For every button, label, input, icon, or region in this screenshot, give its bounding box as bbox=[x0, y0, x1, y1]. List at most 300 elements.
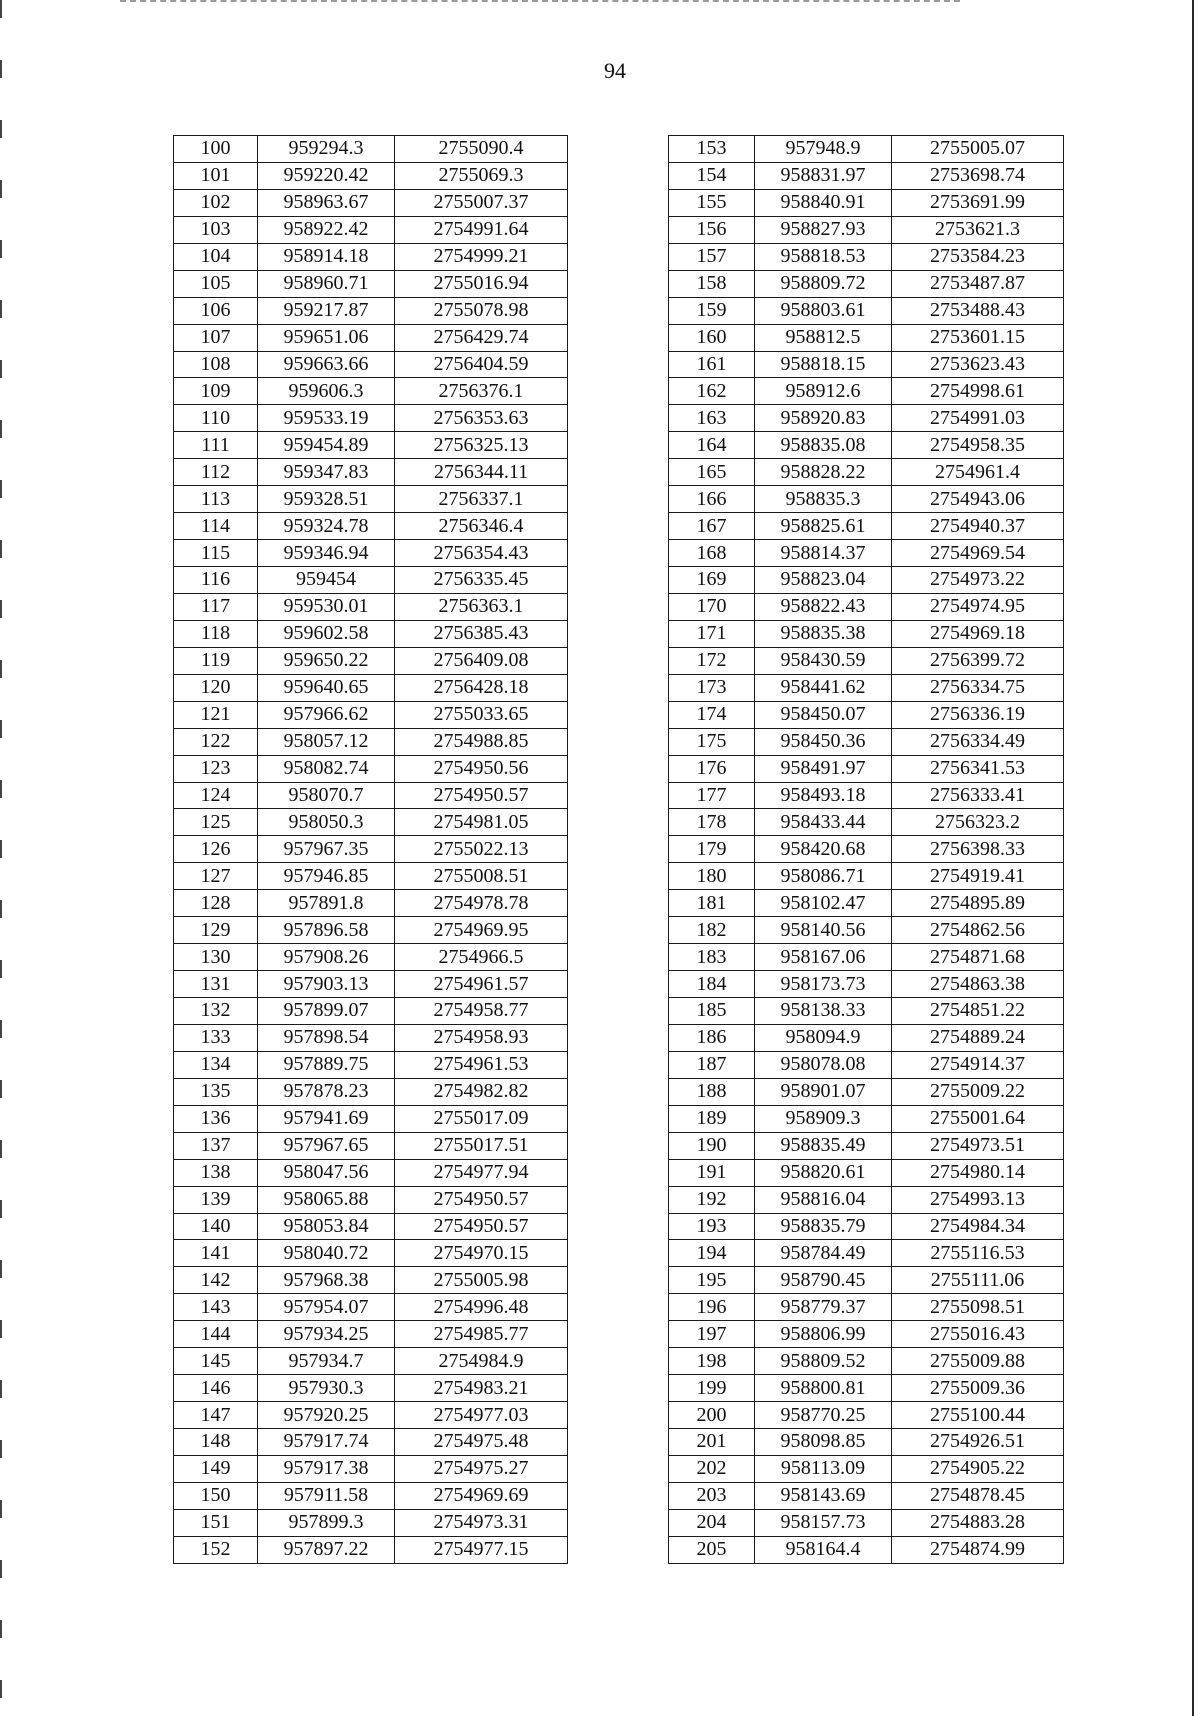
x-coordinate-cell: 957911.58 bbox=[258, 1482, 395, 1509]
point-number-cell: 195 bbox=[669, 1267, 755, 1294]
table-row bbox=[174, 809, 568, 836]
table-row bbox=[669, 513, 1064, 540]
table-row bbox=[174, 1536, 568, 1563]
point-number-cell: 103 bbox=[174, 216, 258, 243]
table-row bbox=[669, 486, 1064, 513]
y-coordinate-cell: 2755022.13 bbox=[395, 836, 568, 863]
x-coordinate-cell: 958450.07 bbox=[755, 701, 892, 728]
x-coordinate-cell: 958140.56 bbox=[755, 917, 892, 944]
y-coordinate-cell: 2756363.1 bbox=[395, 593, 568, 620]
x-coordinate-cell: 958963.67 bbox=[258, 189, 395, 216]
table-row bbox=[174, 593, 568, 620]
table-row bbox=[669, 1455, 1064, 1482]
point-number-cell: 151 bbox=[174, 1509, 258, 1536]
table-row bbox=[669, 189, 1064, 216]
table-row bbox=[174, 863, 568, 890]
point-number-cell: 182 bbox=[669, 917, 755, 944]
point-number-cell: 102 bbox=[174, 189, 258, 216]
x-coordinate-cell: 958960.71 bbox=[258, 270, 395, 297]
table-row bbox=[174, 1213, 568, 1240]
point-number-cell: 203 bbox=[669, 1482, 755, 1509]
y-coordinate-cell: 2756429.74 bbox=[395, 324, 568, 351]
point-number-cell: 199 bbox=[669, 1375, 755, 1402]
y-coordinate-cell: 2756333.41 bbox=[892, 782, 1064, 809]
y-coordinate-cell: 2754926.51 bbox=[892, 1429, 1064, 1456]
x-coordinate-cell: 957896.58 bbox=[258, 917, 395, 944]
point-number-cell: 173 bbox=[669, 674, 755, 701]
point-number-cell: 116 bbox=[174, 567, 258, 594]
y-coordinate-cell: 2755090.4 bbox=[395, 136, 568, 163]
y-coordinate-cell: 2754978.78 bbox=[395, 890, 568, 917]
point-number-cell: 131 bbox=[174, 971, 258, 998]
y-coordinate-cell: 2754983.21 bbox=[395, 1375, 568, 1402]
table-row bbox=[174, 459, 568, 486]
x-coordinate-cell: 958835.38 bbox=[755, 620, 892, 647]
x-coordinate-cell: 958491.97 bbox=[755, 755, 892, 782]
y-coordinate-cell: 2755009.36 bbox=[892, 1375, 1064, 1402]
x-coordinate-cell: 958814.37 bbox=[755, 540, 892, 567]
point-number-cell: 161 bbox=[669, 351, 755, 378]
x-coordinate-cell: 957899.3 bbox=[258, 1509, 395, 1536]
table-row bbox=[669, 216, 1064, 243]
table-row bbox=[669, 243, 1064, 270]
x-coordinate-cell: 958173.73 bbox=[755, 971, 892, 998]
point-number-cell: 110 bbox=[174, 405, 258, 432]
point-number-cell: 148 bbox=[174, 1429, 258, 1456]
point-number-cell: 202 bbox=[669, 1455, 755, 1482]
table-row bbox=[669, 1213, 1064, 1240]
table-row bbox=[174, 136, 568, 163]
point-number-cell: 153 bbox=[669, 136, 755, 163]
y-coordinate-cell: 2756346.4 bbox=[395, 513, 568, 540]
point-number-cell: 177 bbox=[669, 782, 755, 809]
table-row bbox=[669, 1186, 1064, 1213]
table-row bbox=[174, 701, 568, 728]
table-row bbox=[174, 405, 568, 432]
y-coordinate-cell: 2756344.11 bbox=[395, 459, 568, 486]
x-coordinate-cell: 958065.88 bbox=[258, 1186, 395, 1213]
x-coordinate-cell: 958800.81 bbox=[755, 1375, 892, 1402]
point-number-cell: 172 bbox=[669, 647, 755, 674]
table-row bbox=[669, 1402, 1064, 1429]
x-coordinate-cell: 959346.94 bbox=[258, 540, 395, 567]
point-number-cell: 154 bbox=[669, 162, 755, 189]
x-coordinate-cell: 959651.06 bbox=[258, 324, 395, 351]
x-coordinate-cell: 957967.65 bbox=[258, 1132, 395, 1159]
point-number-cell: 165 bbox=[669, 459, 755, 486]
x-coordinate-cell: 959454.89 bbox=[258, 432, 395, 459]
y-coordinate-cell: 2754969.18 bbox=[892, 620, 1064, 647]
y-coordinate-cell: 2756353.63 bbox=[395, 405, 568, 432]
x-coordinate-cell: 957954.07 bbox=[258, 1294, 395, 1321]
point-number-cell: 171 bbox=[669, 620, 755, 647]
x-coordinate-cell: 958835.3 bbox=[755, 486, 892, 513]
x-coordinate-cell: 958082.74 bbox=[258, 755, 395, 782]
x-coordinate-cell: 959328.51 bbox=[258, 486, 395, 513]
x-coordinate-cell: 958828.22 bbox=[755, 459, 892, 486]
table-row bbox=[174, 971, 568, 998]
table-row bbox=[669, 270, 1064, 297]
y-coordinate-cell: 2755005.98 bbox=[395, 1267, 568, 1294]
table-row bbox=[174, 1078, 568, 1105]
table-row bbox=[669, 1509, 1064, 1536]
table-row bbox=[669, 378, 1064, 405]
y-coordinate-cell: 2754851.22 bbox=[892, 998, 1064, 1025]
table-row bbox=[669, 1321, 1064, 1348]
table-row bbox=[174, 1375, 568, 1402]
y-coordinate-cell: 2756336.19 bbox=[892, 701, 1064, 728]
point-number-cell: 128 bbox=[174, 890, 258, 917]
point-number-cell: 125 bbox=[174, 809, 258, 836]
x-coordinate-cell: 958157.73 bbox=[755, 1509, 892, 1536]
y-coordinate-cell: 2754977.15 bbox=[395, 1536, 568, 1563]
x-coordinate-cell: 958040.72 bbox=[258, 1240, 395, 1267]
point-number-cell: 142 bbox=[174, 1267, 258, 1294]
table-row bbox=[669, 998, 1064, 1025]
table-row bbox=[669, 809, 1064, 836]
x-coordinate-cell: 958053.84 bbox=[258, 1213, 395, 1240]
table-row bbox=[669, 890, 1064, 917]
x-coordinate-cell: 959347.83 bbox=[258, 459, 395, 486]
table-row bbox=[669, 1267, 1064, 1294]
point-number-cell: 185 bbox=[669, 998, 755, 1025]
table-row bbox=[174, 782, 568, 809]
x-coordinate-cell: 958102.47 bbox=[755, 890, 892, 917]
y-coordinate-cell: 2754943.06 bbox=[892, 486, 1064, 513]
y-coordinate-cell: 2755016.94 bbox=[395, 270, 568, 297]
point-number-cell: 150 bbox=[174, 1482, 258, 1509]
point-number-cell: 198 bbox=[669, 1348, 755, 1375]
table-row bbox=[669, 1105, 1064, 1132]
table-row bbox=[174, 1455, 568, 1482]
x-coordinate-cell: 957967.35 bbox=[258, 836, 395, 863]
x-coordinate-cell: 959602.58 bbox=[258, 620, 395, 647]
y-coordinate-cell: 2755017.51 bbox=[395, 1132, 568, 1159]
x-coordinate-cell: 957917.74 bbox=[258, 1429, 395, 1456]
y-coordinate-cell: 2754919.41 bbox=[892, 863, 1064, 890]
table-row bbox=[669, 701, 1064, 728]
table-row bbox=[669, 1375, 1064, 1402]
point-number-cell: 107 bbox=[174, 324, 258, 351]
table-row bbox=[669, 432, 1064, 459]
x-coordinate-cell: 958167.06 bbox=[755, 944, 892, 971]
coordinates-table-left bbox=[173, 135, 568, 1564]
y-coordinate-cell: 2753698.74 bbox=[892, 162, 1064, 189]
x-coordinate-cell: 958914.18 bbox=[258, 243, 395, 270]
point-number-cell: 168 bbox=[669, 540, 755, 567]
table-row bbox=[174, 378, 568, 405]
x-coordinate-cell: 958825.61 bbox=[755, 513, 892, 540]
x-coordinate-cell: 958078.08 bbox=[755, 1051, 892, 1078]
y-coordinate-cell: 2754874.99 bbox=[892, 1536, 1064, 1563]
point-number-cell: 119 bbox=[174, 647, 258, 674]
table-row bbox=[174, 1105, 568, 1132]
table-row bbox=[174, 486, 568, 513]
table-row bbox=[669, 1159, 1064, 1186]
x-coordinate-cell: 957898.54 bbox=[258, 1024, 395, 1051]
x-coordinate-cell: 958835.49 bbox=[755, 1132, 892, 1159]
x-coordinate-cell: 958047.56 bbox=[258, 1159, 395, 1186]
table-row bbox=[174, 1051, 568, 1078]
point-number-cell: 159 bbox=[669, 297, 755, 324]
x-coordinate-cell: 959217.87 bbox=[258, 297, 395, 324]
x-coordinate-cell: 959454 bbox=[258, 567, 395, 594]
point-number-cell: 111 bbox=[174, 432, 258, 459]
y-coordinate-cell: 2754914.37 bbox=[892, 1051, 1064, 1078]
x-coordinate-cell: 958441.62 bbox=[755, 674, 892, 701]
y-coordinate-cell: 2755069.3 bbox=[395, 162, 568, 189]
point-number-cell: 155 bbox=[669, 189, 755, 216]
table-row bbox=[174, 755, 568, 782]
y-coordinate-cell: 2754973.22 bbox=[892, 567, 1064, 594]
y-coordinate-cell: 2754863.38 bbox=[892, 971, 1064, 998]
y-coordinate-cell: 2756335.45 bbox=[395, 567, 568, 594]
point-number-cell: 197 bbox=[669, 1321, 755, 1348]
point-number-cell: 174 bbox=[669, 701, 755, 728]
y-coordinate-cell: 2755001.64 bbox=[892, 1105, 1064, 1132]
table-row bbox=[174, 1348, 568, 1375]
y-coordinate-cell: 2754973.31 bbox=[395, 1509, 568, 1536]
x-coordinate-cell: 957899.07 bbox=[258, 998, 395, 1025]
point-number-cell: 143 bbox=[174, 1294, 258, 1321]
y-coordinate-cell: 2756341.53 bbox=[892, 755, 1064, 782]
x-coordinate-cell: 958433.44 bbox=[755, 809, 892, 836]
y-coordinate-cell: 2755007.37 bbox=[395, 189, 568, 216]
point-number-cell: 130 bbox=[174, 944, 258, 971]
page-number: 94 bbox=[604, 58, 626, 83]
scan-edge-right bbox=[1192, 0, 1194, 1716]
y-coordinate-cell: 2754905.22 bbox=[892, 1455, 1064, 1482]
x-coordinate-cell: 958822.43 bbox=[755, 593, 892, 620]
point-number-cell: 115 bbox=[174, 540, 258, 567]
table-row bbox=[174, 1321, 568, 1348]
table-row bbox=[669, 863, 1064, 890]
x-coordinate-cell: 959640.65 bbox=[258, 674, 395, 701]
x-coordinate-cell: 957897.22 bbox=[258, 1536, 395, 1563]
x-coordinate-cell: 958057.12 bbox=[258, 728, 395, 755]
point-number-cell: 144 bbox=[174, 1321, 258, 1348]
point-number-cell: 132 bbox=[174, 998, 258, 1025]
x-coordinate-cell: 959324.78 bbox=[258, 513, 395, 540]
y-coordinate-cell: 2754883.28 bbox=[892, 1509, 1064, 1536]
scan-artifact-top bbox=[120, 0, 960, 6]
table-row bbox=[669, 620, 1064, 647]
point-number-cell: 162 bbox=[669, 378, 755, 405]
point-number-cell: 124 bbox=[174, 782, 258, 809]
table-row bbox=[669, 351, 1064, 378]
x-coordinate-cell: 957889.75 bbox=[258, 1051, 395, 1078]
y-coordinate-cell: 2755016.43 bbox=[892, 1321, 1064, 1348]
x-coordinate-cell: 959606.3 bbox=[258, 378, 395, 405]
point-number-cell: 170 bbox=[669, 593, 755, 620]
table-row bbox=[669, 567, 1064, 594]
x-coordinate-cell: 958922.42 bbox=[258, 216, 395, 243]
y-coordinate-cell: 2754958.35 bbox=[892, 432, 1064, 459]
x-coordinate-cell: 958909.3 bbox=[755, 1105, 892, 1132]
x-coordinate-cell: 959294.3 bbox=[258, 136, 395, 163]
x-coordinate-cell: 957920.25 bbox=[258, 1402, 395, 1429]
table-row bbox=[174, 513, 568, 540]
point-number-cell: 104 bbox=[174, 243, 258, 270]
point-number-cell: 152 bbox=[174, 1536, 258, 1563]
point-number-cell: 192 bbox=[669, 1186, 755, 1213]
x-coordinate-cell: 958809.72 bbox=[755, 270, 892, 297]
table-row bbox=[669, 297, 1064, 324]
x-coordinate-cell: 959530.01 bbox=[258, 593, 395, 620]
y-coordinate-cell: 2754969.69 bbox=[395, 1482, 568, 1509]
x-coordinate-cell: 958809.52 bbox=[755, 1348, 892, 1375]
point-number-cell: 156 bbox=[669, 216, 755, 243]
x-coordinate-cell: 958818.15 bbox=[755, 351, 892, 378]
y-coordinate-cell: 2754973.51 bbox=[892, 1132, 1064, 1159]
point-number-cell: 114 bbox=[174, 513, 258, 540]
coordinates-table-right bbox=[668, 135, 1064, 1564]
x-coordinate-cell: 958138.33 bbox=[755, 998, 892, 1025]
point-number-cell: 121 bbox=[174, 701, 258, 728]
table-row bbox=[174, 1132, 568, 1159]
x-coordinate-cell: 958050.3 bbox=[258, 809, 395, 836]
table-row bbox=[174, 1240, 568, 1267]
point-number-cell: 160 bbox=[669, 324, 755, 351]
table-row bbox=[174, 944, 568, 971]
table-row bbox=[669, 1240, 1064, 1267]
point-number-cell: 146 bbox=[174, 1375, 258, 1402]
table-row bbox=[174, 1186, 568, 1213]
point-number-cell: 101 bbox=[174, 162, 258, 189]
y-coordinate-cell: 2756409.08 bbox=[395, 647, 568, 674]
x-coordinate-cell: 958113.09 bbox=[755, 1455, 892, 1482]
y-coordinate-cell: 2755111.06 bbox=[892, 1267, 1064, 1294]
point-number-cell: 120 bbox=[174, 674, 258, 701]
table-row bbox=[669, 1294, 1064, 1321]
point-number-cell: 184 bbox=[669, 971, 755, 998]
point-number-cell: 109 bbox=[174, 378, 258, 405]
table-row bbox=[174, 1429, 568, 1456]
y-coordinate-cell: 2754991.64 bbox=[395, 216, 568, 243]
point-number-cell: 187 bbox=[669, 1051, 755, 1078]
x-coordinate-cell: 958823.04 bbox=[755, 567, 892, 594]
point-number-cell: 191 bbox=[669, 1159, 755, 1186]
point-number-cell: 201 bbox=[669, 1429, 755, 1456]
x-coordinate-cell: 957930.3 bbox=[258, 1375, 395, 1402]
y-coordinate-cell: 2754977.94 bbox=[395, 1159, 568, 1186]
point-number-cell: 179 bbox=[669, 836, 755, 863]
table-row bbox=[174, 674, 568, 701]
x-coordinate-cell: 957878.23 bbox=[258, 1078, 395, 1105]
table-row bbox=[174, 647, 568, 674]
table-row bbox=[174, 1294, 568, 1321]
y-coordinate-cell: 2754950.56 bbox=[395, 755, 568, 782]
x-coordinate-cell: 958803.61 bbox=[755, 297, 892, 324]
x-coordinate-cell: 957966.62 bbox=[258, 701, 395, 728]
point-number-cell: 190 bbox=[669, 1132, 755, 1159]
y-coordinate-cell: 2755098.51 bbox=[892, 1294, 1064, 1321]
table-row bbox=[174, 351, 568, 378]
table-row bbox=[669, 593, 1064, 620]
point-number-cell: 181 bbox=[669, 890, 755, 917]
x-coordinate-cell: 957917.38 bbox=[258, 1455, 395, 1482]
y-coordinate-cell: 2756399.72 bbox=[892, 647, 1064, 674]
point-number-cell: 140 bbox=[174, 1213, 258, 1240]
table-row bbox=[174, 728, 568, 755]
y-coordinate-cell: 2754977.03 bbox=[395, 1402, 568, 1429]
point-number-cell: 136 bbox=[174, 1105, 258, 1132]
table-row bbox=[669, 1024, 1064, 1051]
table-row bbox=[669, 136, 1064, 163]
table-row bbox=[669, 324, 1064, 351]
x-coordinate-cell: 958430.59 bbox=[755, 647, 892, 674]
x-coordinate-cell: 958070.7 bbox=[258, 782, 395, 809]
y-coordinate-cell: 2754969.95 bbox=[395, 917, 568, 944]
y-coordinate-cell: 2754950.57 bbox=[395, 1186, 568, 1213]
y-coordinate-cell: 2754969.54 bbox=[892, 540, 1064, 567]
table-row bbox=[669, 728, 1064, 755]
point-number-cell: 135 bbox=[174, 1078, 258, 1105]
table-row bbox=[174, 1402, 568, 1429]
table-row bbox=[174, 270, 568, 297]
x-coordinate-cell: 958806.99 bbox=[755, 1321, 892, 1348]
x-coordinate-cell: 958920.83 bbox=[755, 405, 892, 432]
y-coordinate-cell: 2756385.43 bbox=[395, 620, 568, 647]
table-row bbox=[669, 1348, 1064, 1375]
y-coordinate-cell: 2756376.1 bbox=[395, 378, 568, 405]
point-number-cell: 117 bbox=[174, 593, 258, 620]
table-row bbox=[669, 971, 1064, 998]
table-row bbox=[174, 216, 568, 243]
table-row bbox=[669, 836, 1064, 863]
point-number-cell: 200 bbox=[669, 1402, 755, 1429]
y-coordinate-cell: 2753584.23 bbox=[892, 243, 1064, 270]
y-coordinate-cell: 2754996.48 bbox=[395, 1294, 568, 1321]
y-coordinate-cell: 2754966.5 bbox=[395, 944, 568, 971]
table-row bbox=[669, 1429, 1064, 1456]
y-coordinate-cell: 2756323.2 bbox=[892, 809, 1064, 836]
x-coordinate-cell: 957948.9 bbox=[755, 136, 892, 163]
table-row bbox=[669, 917, 1064, 944]
x-coordinate-cell: 957891.8 bbox=[258, 890, 395, 917]
table-row bbox=[174, 189, 568, 216]
x-coordinate-cell: 958912.6 bbox=[755, 378, 892, 405]
point-number-cell: 129 bbox=[174, 917, 258, 944]
x-coordinate-cell: 957934.7 bbox=[258, 1348, 395, 1375]
table-row bbox=[669, 755, 1064, 782]
point-number-cell: 167 bbox=[669, 513, 755, 540]
y-coordinate-cell: 2754998.61 bbox=[892, 378, 1064, 405]
y-coordinate-cell: 2754974.95 bbox=[892, 593, 1064, 620]
x-coordinate-cell: 958098.85 bbox=[755, 1429, 892, 1456]
point-number-cell: 175 bbox=[669, 728, 755, 755]
x-coordinate-cell: 958818.53 bbox=[755, 243, 892, 270]
x-coordinate-cell: 958094.9 bbox=[755, 1024, 892, 1051]
point-number-cell: 112 bbox=[174, 459, 258, 486]
x-coordinate-cell: 958790.45 bbox=[755, 1267, 892, 1294]
point-number-cell: 123 bbox=[174, 755, 258, 782]
y-coordinate-cell: 2756325.13 bbox=[395, 432, 568, 459]
y-coordinate-cell: 2755005.07 bbox=[892, 136, 1064, 163]
point-number-cell: 134 bbox=[174, 1051, 258, 1078]
point-number-cell: 169 bbox=[669, 567, 755, 594]
x-coordinate-cell: 959663.66 bbox=[258, 351, 395, 378]
x-coordinate-cell: 959533.19 bbox=[258, 405, 395, 432]
point-number-cell: 137 bbox=[174, 1132, 258, 1159]
table-row bbox=[174, 917, 568, 944]
x-coordinate-cell: 957903.13 bbox=[258, 971, 395, 998]
point-number-cell: 108 bbox=[174, 351, 258, 378]
y-coordinate-cell: 2754950.57 bbox=[395, 1213, 568, 1240]
y-coordinate-cell: 2754862.56 bbox=[892, 917, 1064, 944]
x-coordinate-cell: 958450.36 bbox=[755, 728, 892, 755]
table-row bbox=[174, 1267, 568, 1294]
